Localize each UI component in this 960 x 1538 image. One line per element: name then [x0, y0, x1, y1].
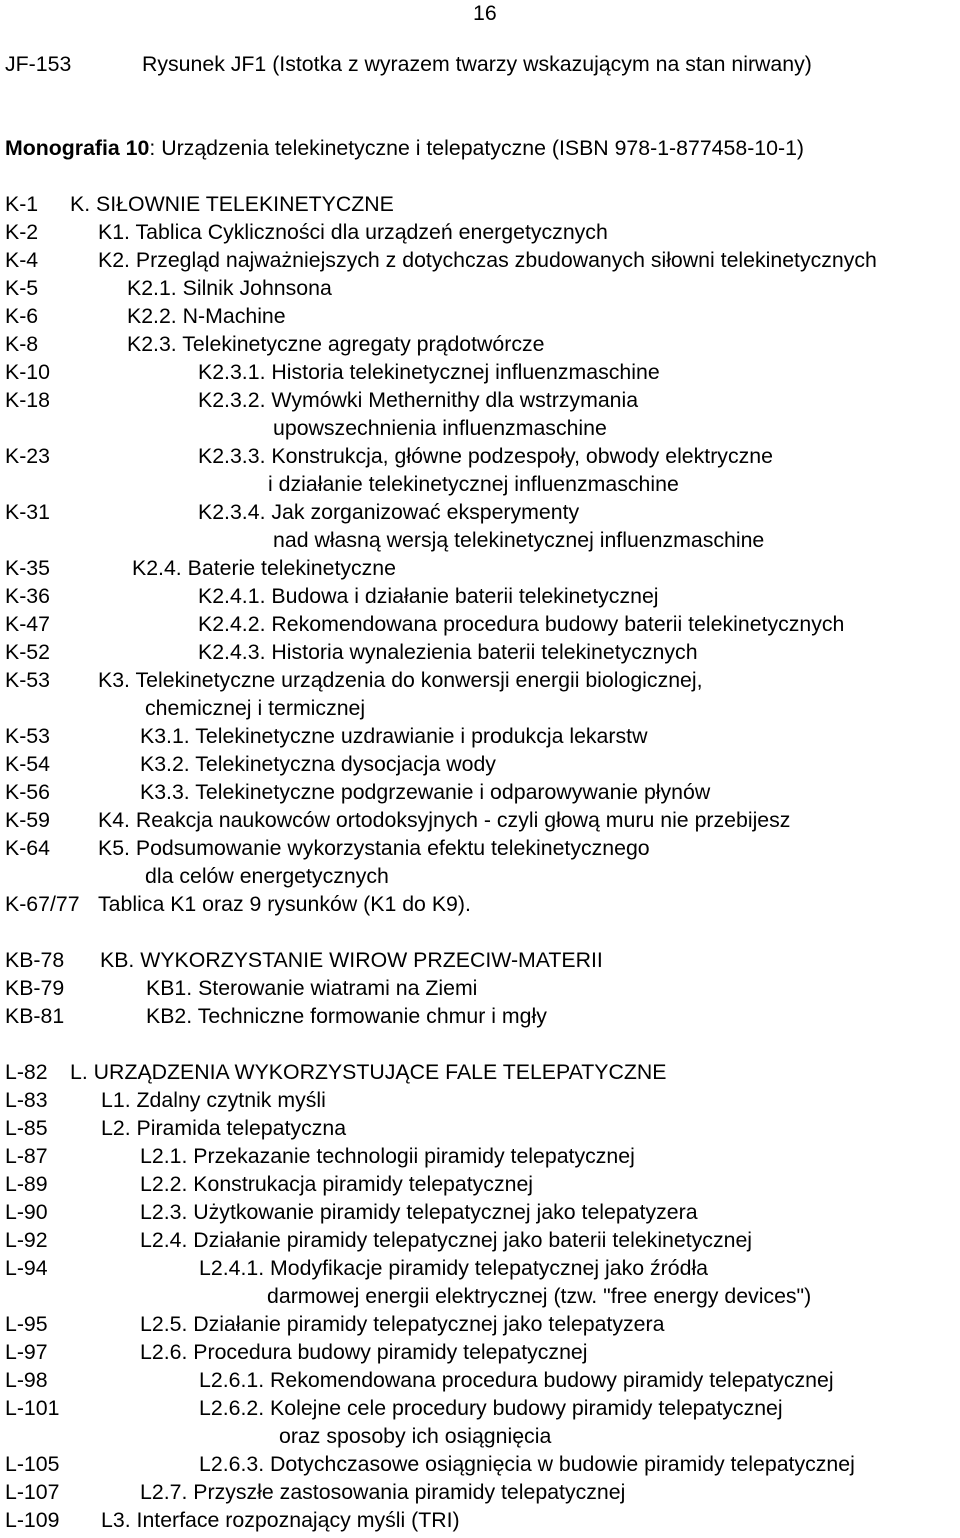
toc-entry-title: L. URZĄDZENIA WYKORZYSTUJĄCE FALE TELEPATYCZNE: [70, 1060, 667, 1084]
toc-entry-title: K2.1. Silnik Johnsona: [127, 276, 332, 300]
toc-entry-title: L2.4. Działanie piramidy telepatycznej jako baterii telekinetycznej: [140, 1228, 753, 1252]
toc-page-ref: K-10: [5, 360, 50, 384]
toc-page-ref: K-23: [5, 444, 50, 468]
header-ref: JF-153: [5, 52, 72, 76]
monograph-line: [5, 135, 804, 161]
toc-entry-title: K. SIŁOWNIE TELEKINETYCZNE: [70, 192, 394, 216]
toc-page-ref: L-98: [5, 1368, 48, 1392]
toc-entry-title: K4. Reakcja naukowców ortodoksyjnych - czyli głową muru nie przebijesz: [98, 808, 791, 832]
toc-entry-title: KB. WYKORZYSTANIE WIROW PRZECIW-MATERII: [100, 948, 603, 972]
toc-page-ref: L-92: [5, 1228, 48, 1252]
toc-page-ref: L-90: [5, 1200, 48, 1224]
toc-entry-title: K2. Przegląd najważniejszych z dotychczas zbudowanych siłowni telekinetycznych: [98, 248, 877, 272]
toc-entry-title: K3.2. Telekinetyczna dysocjacja wody: [140, 752, 496, 776]
toc-entry-title: KB2. Techniczne formowanie chmur i mgły: [146, 1004, 547, 1028]
toc-page-ref: K-2: [5, 220, 39, 244]
toc-page-ref: L-95: [5, 1312, 48, 1336]
toc-entry-title: K2.4.1. Budowa i działanie baterii telekinetycznej: [198, 584, 659, 608]
toc-entry-title: L1. Zdalny czytnik myśli: [101, 1088, 326, 1112]
toc-entry-title: K2.3.3. Konstrukcja, główne podzespoły, obwody elektryczne: [198, 444, 773, 468]
toc-entry-title: K2.3.4. Jak zorganizować eksperymenty: [198, 500, 580, 524]
toc-entry-title: K2.3. Telekinetyczne agregaty prądotwórcze: [127, 332, 545, 356]
toc-page-ref: K-59: [5, 808, 50, 832]
toc-page-ref: L-107: [5, 1480, 60, 1504]
toc-entry-title: K2.2. N-Machine: [127, 304, 286, 328]
toc-page-ref: KB-79: [5, 976, 65, 1000]
toc-page-ref: L-82: [5, 1060, 48, 1084]
toc-page-ref: K-31: [5, 500, 50, 524]
toc-page-ref: K-64: [5, 836, 50, 860]
toc-entry-title: Tablica K1 oraz 9 rysunków (K1 do K9).: [98, 892, 471, 916]
toc-page-ref: K-36: [5, 584, 50, 608]
toc-page-ref: K-67/77: [5, 892, 80, 916]
toc-entry-title: chemicznej i termicznej: [145, 696, 366, 720]
toc-page-ref: K-5: [5, 276, 39, 300]
toc-entry-title: L2.4.1. Modyfikacje piramidy telepatycznej jako źródła: [199, 1256, 709, 1280]
toc-page-ref: KB-81: [5, 1004, 65, 1028]
toc-entry-title: K5. Podsumowanie wykorzystania efektu telekinetycznego: [98, 836, 650, 860]
toc-entry-title: i działanie telekinetycznej influenzmaschine: [268, 472, 679, 496]
toc-page-ref: K-54: [5, 752, 50, 776]
toc-entry-title: K1. Tablica Cykliczności dla urządzeń energetycznych: [98, 220, 608, 244]
toc-entry-title: upowszechnienia influenzmaschine: [273, 416, 607, 440]
toc-page-ref: L-105: [5, 1452, 60, 1476]
toc-entry-title: L2.6.2. Kolejne cele procedury budowy piramidy telepatycznej: [199, 1396, 783, 1420]
toc-page-ref: L-109: [5, 1508, 60, 1532]
toc-entry-title: K2.4.2. Rekomendowana procedura budowy baterii telekinetycznych: [198, 612, 845, 636]
toc-entry-title: K2.3.1. Historia telekinetycznej influenzmaschine: [198, 360, 660, 384]
toc-entry-title: K2.3.2. Wymówki Methernithy dla wstrzymania: [198, 388, 639, 412]
toc-entry-title: L3. Interface rozpoznający myśli (TRI): [101, 1508, 460, 1532]
toc-page-ref: K-1: [5, 192, 39, 216]
monograph-text: : Urządzenia telekinetyczne i telepatyczne (ISBN 978-1-877458-10-1): [149, 136, 805, 160]
toc-page-ref: L-101: [5, 1396, 60, 1420]
toc-page-ref: K-53: [5, 668, 50, 692]
toc-page-ref: K-47: [5, 612, 50, 636]
toc-page-ref: K-4: [5, 248, 39, 272]
toc-page-ref: K-56: [5, 780, 50, 804]
toc-page-ref: KB-78: [5, 948, 65, 972]
toc-page-ref: K-6: [5, 304, 39, 328]
toc-entry-title: L2.7. Przyszłe zastosowania piramidy telepatycznej: [140, 1480, 626, 1504]
toc-page-ref: L-94: [5, 1256, 48, 1280]
toc-page-ref: L-89: [5, 1172, 48, 1196]
toc-page-ref: K-8: [5, 332, 39, 356]
toc-entry-title: L2.6.1. Rekomendowana procedura budowy piramidy telepatycznej: [199, 1368, 834, 1392]
toc-entry-title: L2.6. Procedura budowy piramidy telepatycznej: [140, 1340, 588, 1364]
toc-entry-title: K2.4. Baterie telekinetyczne: [132, 556, 396, 580]
toc-entry-title: L2.1. Przekazanie technologii piramidy telepatycznej: [140, 1144, 635, 1168]
header-title: Rysunek JF1 (Istotka z wyrazem twarzy wskazującym na stan nirwany): [142, 52, 812, 76]
toc-entry-title: darmowej energii elektrycznej (tzw. "free energy devices"): [267, 1284, 812, 1308]
toc-entry-title: K3. Telekinetyczne urządzenia do konwersji energii biologicznej,: [98, 668, 703, 692]
toc-page-ref: L-97: [5, 1340, 48, 1364]
toc-page-ref: L-85: [5, 1116, 48, 1140]
toc-entry-title: L2.2. Konstrukacja piramidy telepatycznej: [140, 1172, 534, 1196]
toc-entry-title: KB1. Sterowanie wiatrami na Ziemi: [146, 976, 478, 1000]
toc-page-ref: K-35: [5, 556, 50, 580]
toc-page-ref: L-87: [5, 1144, 48, 1168]
toc-entry-title: L2. Piramida telepatyczna: [101, 1116, 347, 1140]
toc-entry-title: K2.4.3. Historia wynalezienia baterii telekinetycznych: [198, 640, 698, 664]
toc-page-ref: K-52: [5, 640, 50, 664]
page-number: 16: [473, 1, 497, 25]
toc-entry-title: K3.3. Telekinetyczne podgrzewanie i odparowywanie płynów: [140, 780, 711, 804]
toc-page-ref: L-83: [5, 1088, 48, 1112]
toc-entry-title: L2.6.3. Dotychczasowe osiągnięcia w budowie piramidy telepatycznej: [199, 1452, 855, 1476]
toc-entry-title: oraz sposoby ich osiągnięcia: [279, 1424, 552, 1448]
toc-entry-title: L2.3. Użytkowanie piramidy telepatycznej jako telepatyzera: [140, 1200, 698, 1224]
toc-page-ref: K-53: [5, 724, 50, 748]
toc-page-ref: K-18: [5, 388, 50, 412]
monograph-label: Monografia 10: [5, 136, 150, 160]
toc-entry-title: dla celów energetycznych: [145, 864, 389, 888]
toc-entry-title: nad własną wersją telekinetycznej influenzmaschine: [273, 528, 765, 552]
toc-entry-title: K3.1. Telekinetyczne uzdrawianie i produkcja lekarstw: [140, 724, 648, 748]
toc-entry-title: L2.5. Działanie piramidy telepatycznej jako telepatyzera: [140, 1312, 665, 1336]
